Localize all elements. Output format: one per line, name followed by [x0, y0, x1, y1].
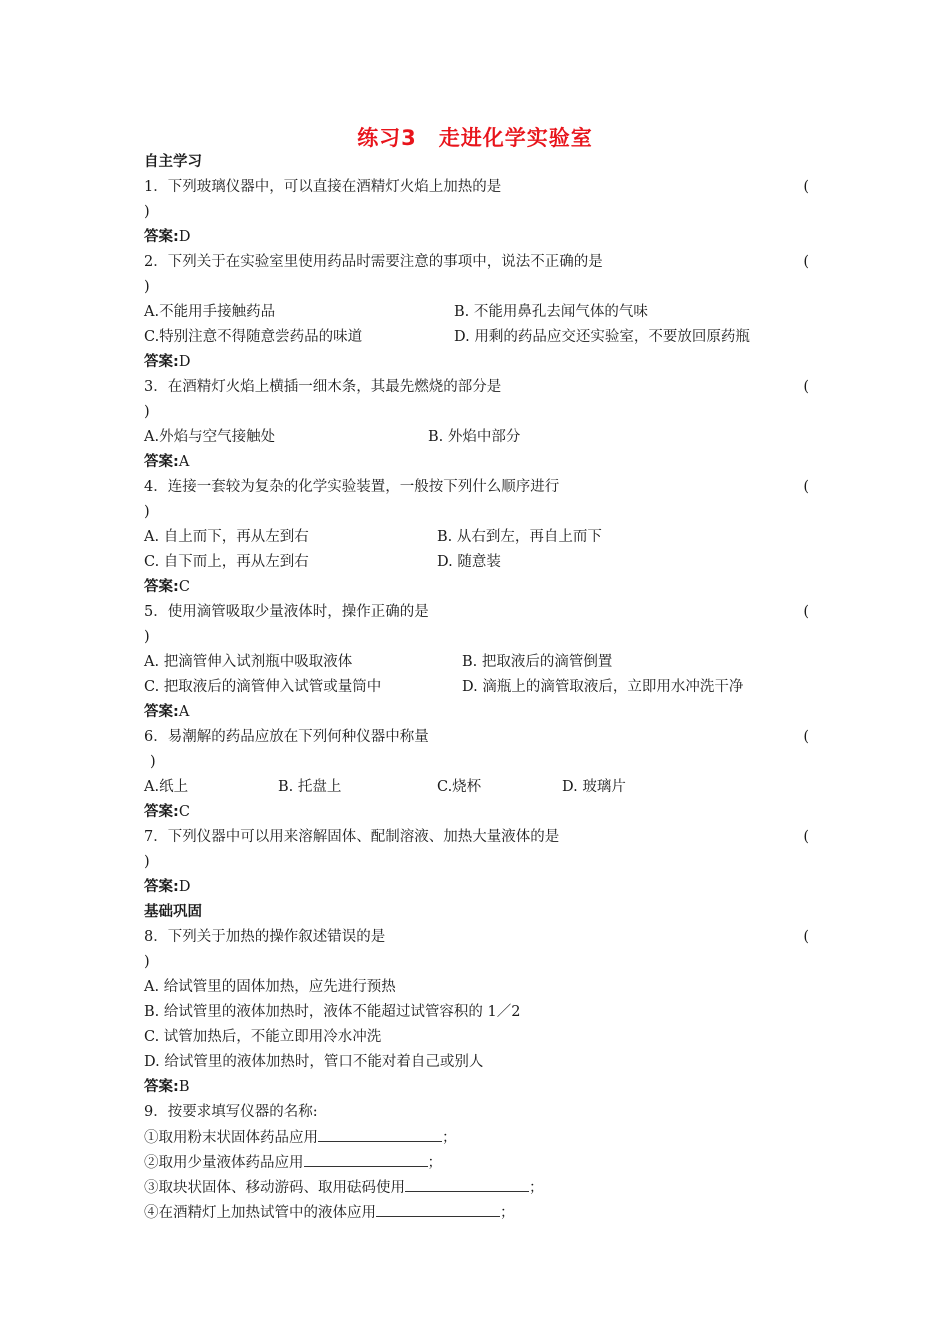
- answer-paren-open: (: [803, 929, 809, 945]
- answer-label: 答案:: [144, 704, 179, 720]
- options-row: [144, 775, 809, 800]
- option-b: B. 从右到左，再自上而下: [437, 529, 602, 545]
- option-c: C. 把取液后的滴管伸入试管或量筒中: [144, 679, 382, 695]
- fill-blank[interactable]: [376, 1200, 500, 1217]
- fill-item: [144, 1125, 809, 1150]
- page-title: 练习3 走进化学实验室: [357, 126, 593, 150]
- answer-paren-close: ): [144, 504, 150, 520]
- answer-paren-close: ): [144, 404, 150, 420]
- fill-item-text: ①取用粉末状固体药品应用: [144, 1130, 318, 1146]
- fill-item-text: ④在酒精灯上加热试管中的液体应用: [144, 1205, 376, 1221]
- option-a: A. 给试管里的固体加热，应先进行预热: [144, 979, 396, 995]
- option-a: A.纸上: [144, 779, 189, 795]
- question-text: 6．易潮解的药品应放在下列何种仪器中称量: [144, 729, 429, 745]
- answer-6: [144, 800, 809, 825]
- answer-label: 答案:: [144, 354, 179, 370]
- answer-label: 答案:: [144, 579, 179, 595]
- option-b: B. 给试管里的液体加热时，液体不能超过试管容积的 1／2: [144, 1004, 521, 1020]
- answer-paren-close: ): [144, 279, 150, 295]
- section-heading: 自主学习: [144, 154, 202, 170]
- option-c: C.特别注意不得随意尝药品的味道: [144, 329, 363, 345]
- separator: ；: [500, 1205, 515, 1221]
- fill-blank[interactable]: [304, 1150, 428, 1167]
- question-text: 1．下列玻璃仪器中，可以直接在酒精灯火焰上加热的是: [144, 179, 502, 195]
- question-text: 4．连接一套较为复杂的化学实验装置，一般按下列什么顺序进行: [144, 479, 560, 495]
- question-text: 7．下列仪器中可以用来溶解固体、配制溶液、加热大量液体的是: [144, 829, 560, 845]
- question-text: 2．下列关于在实验室里使用药品时需要注意的事项中，说法不正确的是: [144, 254, 603, 270]
- options-row: [144, 300, 809, 325]
- answer-5: [144, 700, 809, 725]
- answer-label: 答案:: [144, 879, 179, 895]
- answer-paren-close: ): [150, 754, 156, 770]
- options-row: [144, 525, 809, 550]
- answer-value: A: [178, 704, 190, 720]
- answer-value: D: [178, 354, 191, 370]
- option-c: C. 自下而上，再从左到右: [144, 554, 309, 570]
- option-b: B. 外焰中部分: [428, 429, 521, 445]
- fill-item: [144, 1175, 809, 1200]
- answer-value: B: [178, 1079, 190, 1095]
- option-b: B. 不能用鼻孔去闻气体的气味: [454, 304, 648, 320]
- answer-label: 答案:: [144, 804, 179, 820]
- answer-paren-open: (: [803, 829, 809, 845]
- answer-2: [144, 350, 809, 375]
- answer-paren-open: (: [803, 604, 809, 620]
- exercise-body: [144, 150, 809, 1225]
- fill-blank[interactable]: [318, 1125, 442, 1142]
- answer-1: [144, 225, 809, 250]
- question-3: [144, 375, 809, 400]
- question-6: [144, 725, 809, 750]
- option-a: A. 把滴管伸入试剂瓶中吸取液体: [144, 654, 353, 670]
- options-row: [144, 425, 809, 450]
- options-row: [144, 650, 809, 675]
- question-7: [144, 825, 809, 850]
- options-row: [144, 325, 809, 350]
- answer-paren-close: ): [144, 629, 150, 645]
- answer-paren-open: (: [803, 254, 809, 270]
- options-row: [144, 550, 809, 575]
- answer-label: 答案:: [144, 229, 179, 245]
- option-d: D. 用剩的药品应交还实验室，不要放回原药瓶: [454, 329, 750, 345]
- answer-4: [144, 575, 809, 600]
- option-d: D. 给试管里的液体加热时，管口不能对着自己或别人: [144, 1054, 484, 1070]
- answer-paren-open: (: [803, 379, 809, 395]
- question-text: 8．下列关于加热的操作叙述错误的是: [144, 929, 386, 945]
- question-text: 3．在酒精灯火焰上横插一细木条，其最先燃烧的部分是: [144, 379, 502, 395]
- separator: ；: [427, 1155, 442, 1171]
- answer-value: D: [178, 229, 191, 245]
- fill-item: [144, 1150, 809, 1175]
- answer-value: A: [178, 454, 190, 470]
- answer-8: [144, 1075, 809, 1100]
- question-5: [144, 600, 809, 625]
- question-1: [144, 175, 809, 200]
- question-text: 5．使用滴管吸取少量液体时，操作正确的是: [144, 604, 429, 620]
- option-a: A.不能用手接触药品: [144, 304, 276, 320]
- separator: ；: [529, 1180, 544, 1196]
- answer-3: [144, 450, 809, 475]
- answer-paren-open: (: [803, 179, 809, 195]
- option-c: C.烧杯: [437, 779, 482, 795]
- fill-blank[interactable]: [405, 1175, 529, 1192]
- answer-7: [144, 875, 809, 900]
- option-b: B. 托盘上: [278, 779, 342, 795]
- option-a: A.外焰与空气接触处: [144, 429, 276, 445]
- fill-item-text: ②取用少量液体药品应用: [144, 1155, 304, 1171]
- option-d: D. 玻璃片: [562, 779, 626, 795]
- question-8: [144, 925, 809, 950]
- question-2: [144, 250, 809, 275]
- options-row: [144, 675, 809, 700]
- option-b: B. 把取液后的滴管倒置: [462, 654, 613, 670]
- fill-item-text: ③取块状固体、移动游码、取用砝码使用: [144, 1180, 405, 1196]
- answer-label: 答案:: [144, 454, 179, 470]
- answer-value: C: [178, 804, 190, 820]
- option-c: C. 试管加热后，不能立即用冷水冲洗: [144, 1029, 382, 1045]
- answer-paren-close: ): [144, 854, 150, 870]
- answer-value: C: [178, 579, 190, 595]
- answer-label: 答案:: [144, 1079, 179, 1095]
- answer-paren-close: ): [144, 954, 150, 970]
- option-d: D. 滴瓶上的滴管取液后，立即用水冲洗干净: [462, 679, 744, 695]
- question-9: 9．按要求填写仪器的名称:: [144, 1104, 318, 1120]
- answer-paren-open: (: [803, 729, 809, 745]
- answer-value: D: [178, 879, 191, 895]
- fill-item: [144, 1200, 809, 1225]
- question-4: [144, 475, 809, 500]
- answer-paren-close: ): [144, 204, 150, 220]
- option-d: D. 随意装: [437, 554, 501, 570]
- option-a: A. 自上而下，再从左到右: [144, 529, 309, 545]
- separator: ；: [442, 1130, 457, 1146]
- answer-paren-open: (: [803, 479, 809, 495]
- section-heading: 基础巩固: [144, 904, 202, 920]
